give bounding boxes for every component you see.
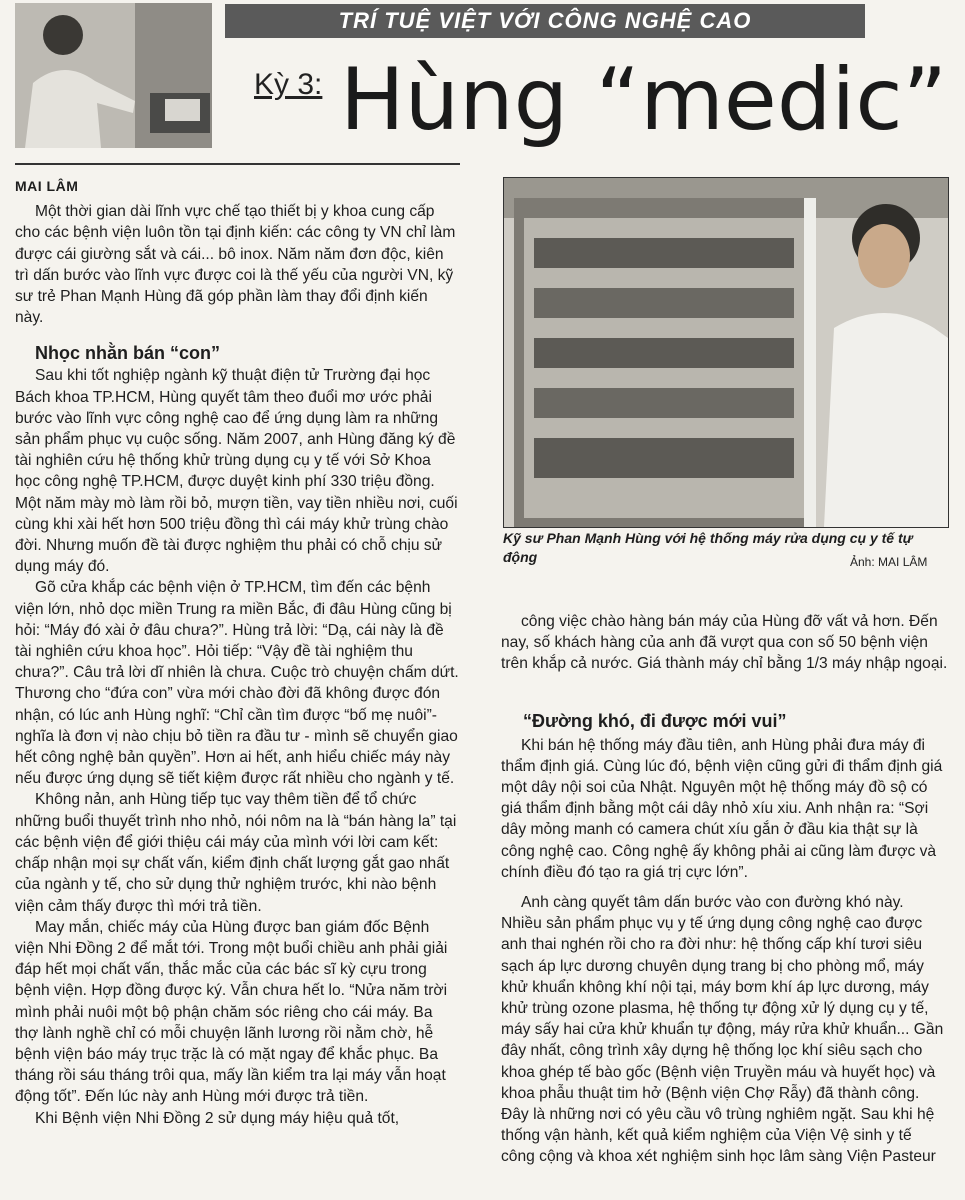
section1-title: Nhọc nhằn bán “con”: [35, 343, 221, 364]
series-label: Kỳ 3:: [254, 68, 323, 101]
machine-photo: [503, 177, 949, 528]
author-photo: [15, 3, 212, 148]
section2-paragraph: Anh càng quyết tâm dấn bước vào con đường khó này. Nhiều sản phẩm phục vụ y tế ứng dụng công nghệ cao được anh thai nghén rồi cho ra đời như: hệ thống cấp khí tươi siêu sạch áp lực dương chuyên dụng trang bị cho phòng mổ, máy khử khuẩn không khí nội tại, máy bơm khí áp lực dương, máy khử trùng ozone plasma, hệ thống tự động xử lý dụng cụ y tế, máy sấy hai cửa khử khuẩn tự động, máy rửa khử khuẩn... Gần đây nhất, công trình xây dựng hệ thống lọc khí siêu sạch cho khoa ghép tế bào gốc (Bệnh viện Truyền máu và huyết học) và khoa phẫu thuật tim hở (Bệnh viện Chợ Rẫy) đã thành công. Đây là những nơi có yêu cầu vô trùng nghiêm ngặt. Sau khi hệ thống vận hành, kết quả kiểm nghiệm của Viện Vệ sinh y tế công cộng và khoa xét nghiệm sinh học lâm sàng Viện Pasteur: [501, 894, 944, 1166]
headline: Hùng “medic”: [340, 50, 948, 150]
byline: MAI LÂM: [15, 178, 79, 194]
continuation-paragraph: công việc chào hàng bán máy của Hùng đỡ vất vả hơn. Đến nay, số khách hàng của anh đã vượt qua con số 50 bệnh viện trên khắp cả nước. Giá thành máy chỉ bằng 1/3 máy nhập ngoại.: [501, 613, 948, 673]
headline-rule: [15, 163, 460, 165]
section1-paragraph: Gõ cửa khắp các bệnh viện ở TP.HCM, tìm đến các bệnh viện lớn, nhỏ dọc miền Trung ra miền Bắc, đi đâu Hùng cũng bị hỏi: “Máy đó xài ở đâu chưa?”. Hùng trả lời: “Dạ, cái này là đề tài nghiên cứu khoa học”. Hỏi tiếp: “Vậy đề tài nghiệm thu chưa?”. Câu trả lời dĩ nhiên là chưa. Cuộc trò chuyện chấm dứt. Thương cho “đứa con” vừa mới chào đời đã không được đón nhận, có lúc anh Hùng nghĩ: “Chỉ cần tìm được “bố mẹ nuôi”- nghĩa là đơn vị nào chịu bỏ tiền ra đầu tư - mình sẽ chuyển giao hết công nghệ bản quyền”. Hơn ai hết, anh hiểu chiếc máy này nếu được ứng dụng sẽ tiết kiệm được rất nhiều cho ngành y tế.: [15, 579, 459, 788]
section1-paragraph: May mắn, chiếc máy của Hùng được ban giám đốc Bệnh viện Nhi Đồng 2 để mắt tới. Trong một buổi chiều anh phải giải đáp hết mọi chất vấn, thắc mắc của các bác sĩ kỳ cựu trong bệnh viện. Hợp đồng được ký. Vẫn chưa hết lo. “Nửa năm trời mình phải nuôi một bộ phận chăm sóc riêng cho cái máy. Ba thợ lành nghề chỉ có mỗi chuyện lãnh lương rồi nằm chờ, hễ bệnh viện báo máy trục trặc là có mặt ngay để khắc phục. Ba tháng rồi sáu tháng trôi qua, mấy lần kiểm tra lại máy vẫn hoạt động tốt”. Đến lúc này anh Hùng mới được trả tiền.: [15, 918, 448, 1106]
section-banner: TRÍ TUỆ VIỆT VỚI CÔNG NGHỆ CAO: [225, 4, 865, 38]
intro-paragraph: Một thời gian dài lĩnh vực chế tạo thiết bị y khoa cung cấp cho các bệnh viện luôn tồn tại định kiến: các công ty VN chỉ làm được cái giường sắt và cái... bô inox. Năm năm đơn độc, kiên trì dấn bước vào lĩnh vực được coi là thế yếu của người VN, kỹ sư trẻ Phan Mạnh Hùng đã góp phần làm thay đổi định kiến này.: [15, 203, 456, 327]
photo-caption: Kỹ sư Phan Mạnh Hùng với hệ thống máy rửa dụng cụ y tế tự động: [503, 530, 913, 565]
column-right: [501, 596, 948, 1168]
section1-paragraph: Khi Bệnh viện Nhi Đồng 2 sử dụng máy hiệu quả tốt,: [35, 1109, 400, 1127]
section1-paragraph: Sau khi tốt nghiệp ngành kỹ thuật điện tử Trường đại học Bách khoa TP.HCM, Hùng quyết tâm theo đuổi mơ ước phải bước vào lĩnh vực công nghệ cao để ứng dụng làm ra những sản phẩm phục vụ cuộc sống. Năm 2007, anh Hùng đăng ký đề tài nghiên cứu hệ thống khử trùng dụng cụ y tế với Sở Khoa học công nghệ TP.HCM, được duyệt kinh phí 330 triệu đồng. Một năm mày mò làm rồi bỏ, mượn tiền, vay tiền nhiều nơi, cuối cùng khi xài hết hơn 500 triệu đồng thì cái máy khử trùng chào đời. Nhưng muốn đề tài được nghiệm thu phải có chỗ chịu sử dụng máy đó.: [15, 367, 458, 576]
section2-title: “Đường khó, đi được mới vui”: [523, 710, 787, 731]
section2-paragraph: Khi bán hệ thống máy đầu tiên, anh Hùng phải đưa máy đi thẩm định giá. Cùng lúc đó, bệnh viện cũng gửi đi thẩm định giá một dây nội soi của Nhật. Nguyên một hệ thống máy đồ sộ có giá thẩm định bằng một cái dây nhỏ xíu xiu. Anh nhận ra: “Sợi dây mỏng manh có camera chút xíu gắn ở đầu kia thật sự là công nghệ cao. Công nghệ ấy không phải ai cũng làm được và chính điều đó tạo ra giá trị cực lớn”.: [501, 736, 943, 881]
photo-credit: Ảnh: MAI LÂM: [850, 555, 928, 569]
column-left: [15, 176, 460, 1129]
section1-paragraph: Không nản, anh Hùng tiếp tục vay thêm tiền để tổ chức những buổi thuyết trình nho nhỏ, nói nôm na là “bán hàng la” tại các bệnh viện để giới thiệu cái máy của mình với lời cam kết: chấp nhận mọi sự chất vấn, kiểm định chất lượng gắt gao nhất của ngành y tế, cho sử dụng thử nghiệm trước, khi nào bệnh viện cảm thấy được thì mới trả tiền.: [15, 791, 457, 915]
